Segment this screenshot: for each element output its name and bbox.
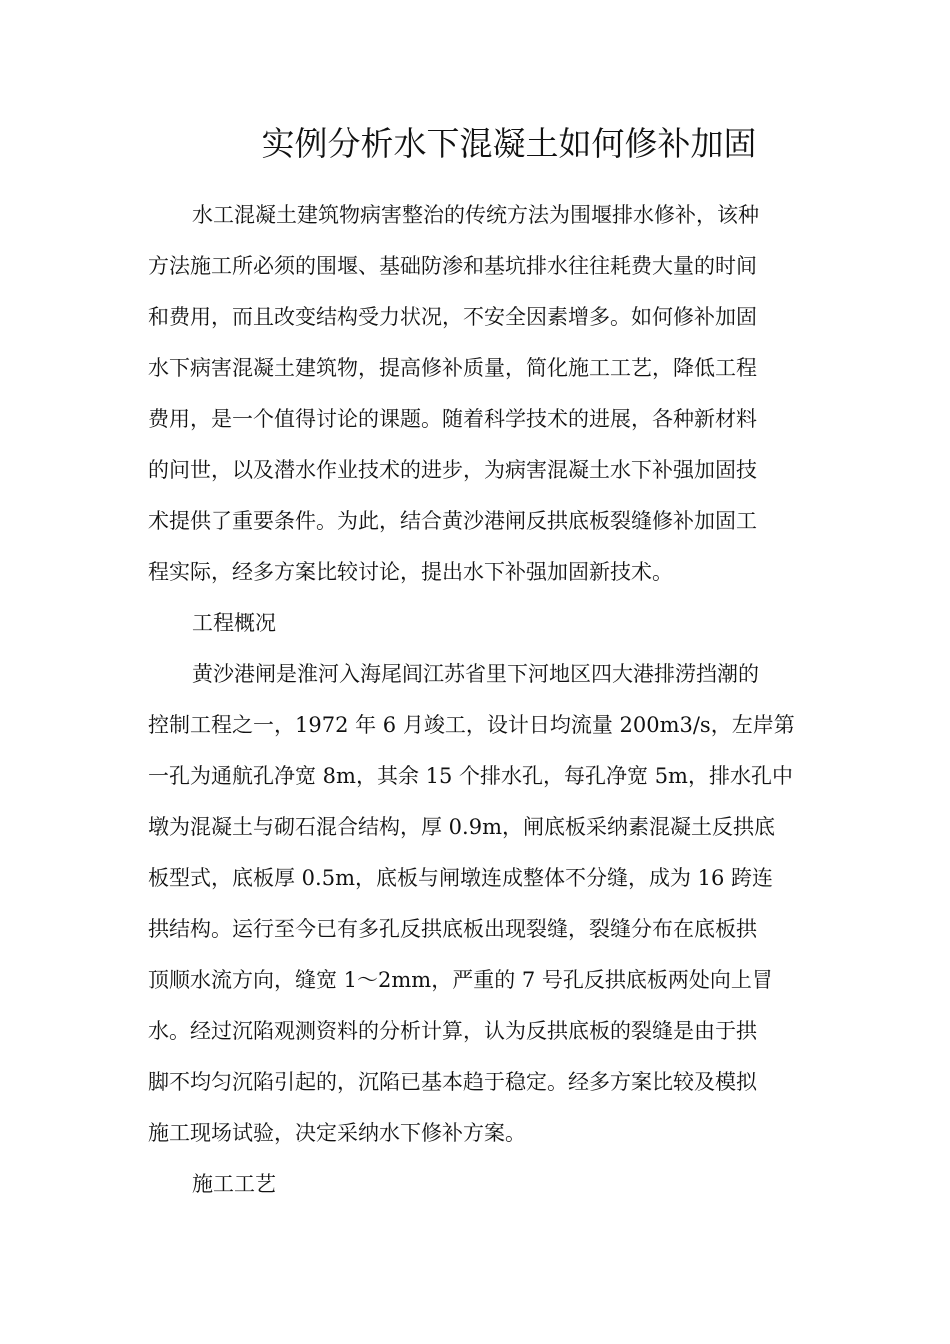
text-line: 控制工程之一，1972 年 6 月竣工，设计日均流量 200m3/s，左岸第 (148, 713, 795, 737)
text-line: 的问世，以及潜水作业技术的进步，为病害混凝土水下补强加固技 (148, 458, 757, 482)
document-body (148, 190, 808, 1210)
text-line: 方法施工所必须的围堰、基础防渗和基坑排水往往耗费大量的时间 (148, 254, 757, 278)
text-line: 施工工艺 (192, 1172, 276, 1196)
text-line: 板型式，底板厚 0.5m，底板与闸墩连成整体不分缝，成为 16 跨连 (148, 866, 774, 890)
text-line: 脚不均匀沉陷引起的，沉陷已基本趋于稳定。经多方案比较及模拟 (148, 1070, 757, 1094)
text-line: 施工现场试验，决定采纳水下修补方案。 (148, 1121, 526, 1145)
text-line: 费用，是一个值得讨论的课题。随着科学技术的进展，各种新材料 (148, 407, 757, 431)
text-line: 拱结构。运行至今已有多孔反拱底板出现裂缝，裂缝分布在底板拱 (148, 917, 757, 941)
text-line: 一孔为通航孔净宽 8m，其余 15 个排水孔，每孔净宽 5m，排水孔中 (148, 764, 793, 788)
text-line: 和费用，而且改变结构受力状况，不安全因素增多。如何修补加固 (148, 305, 757, 329)
text-line: 墩为混凝土与砌石混合结构，厚 0.9m，闸底板采纳素混凝土反拱底 (148, 815, 775, 839)
text-line: 工程概况 (192, 611, 276, 635)
text-line: 顶顺水流方向，缝宽 1～2mm，严重的 7 号孔反拱底板两处向上冒 (148, 968, 773, 992)
text-line: 程实际，经多方案比较讨论，提出水下补强加固新技术。 (148, 560, 673, 584)
text-line: 黄沙港闸是淮河入海尾闾江苏省里下河地区四大港排涝挡潮的 (192, 662, 759, 686)
document-title: 实例分析水下混凝土如何修补加固 (261, 124, 757, 163)
text-line: 水工混凝土建筑物病害整治的传统方法为围堰排水修补，该种 (192, 203, 759, 227)
text-line: 水下病害混凝土建筑物，提高修补质量，简化施工工艺，降低工程 (148, 356, 757, 380)
text-line: 水。经过沉陷观测资料的分析计算，认为反拱底板的裂缝是由于拱 (148, 1019, 757, 1043)
text-line: 术提供了重要条件。为此，结合黄沙港闸反拱底板裂缝修补加固工 (148, 509, 757, 533)
